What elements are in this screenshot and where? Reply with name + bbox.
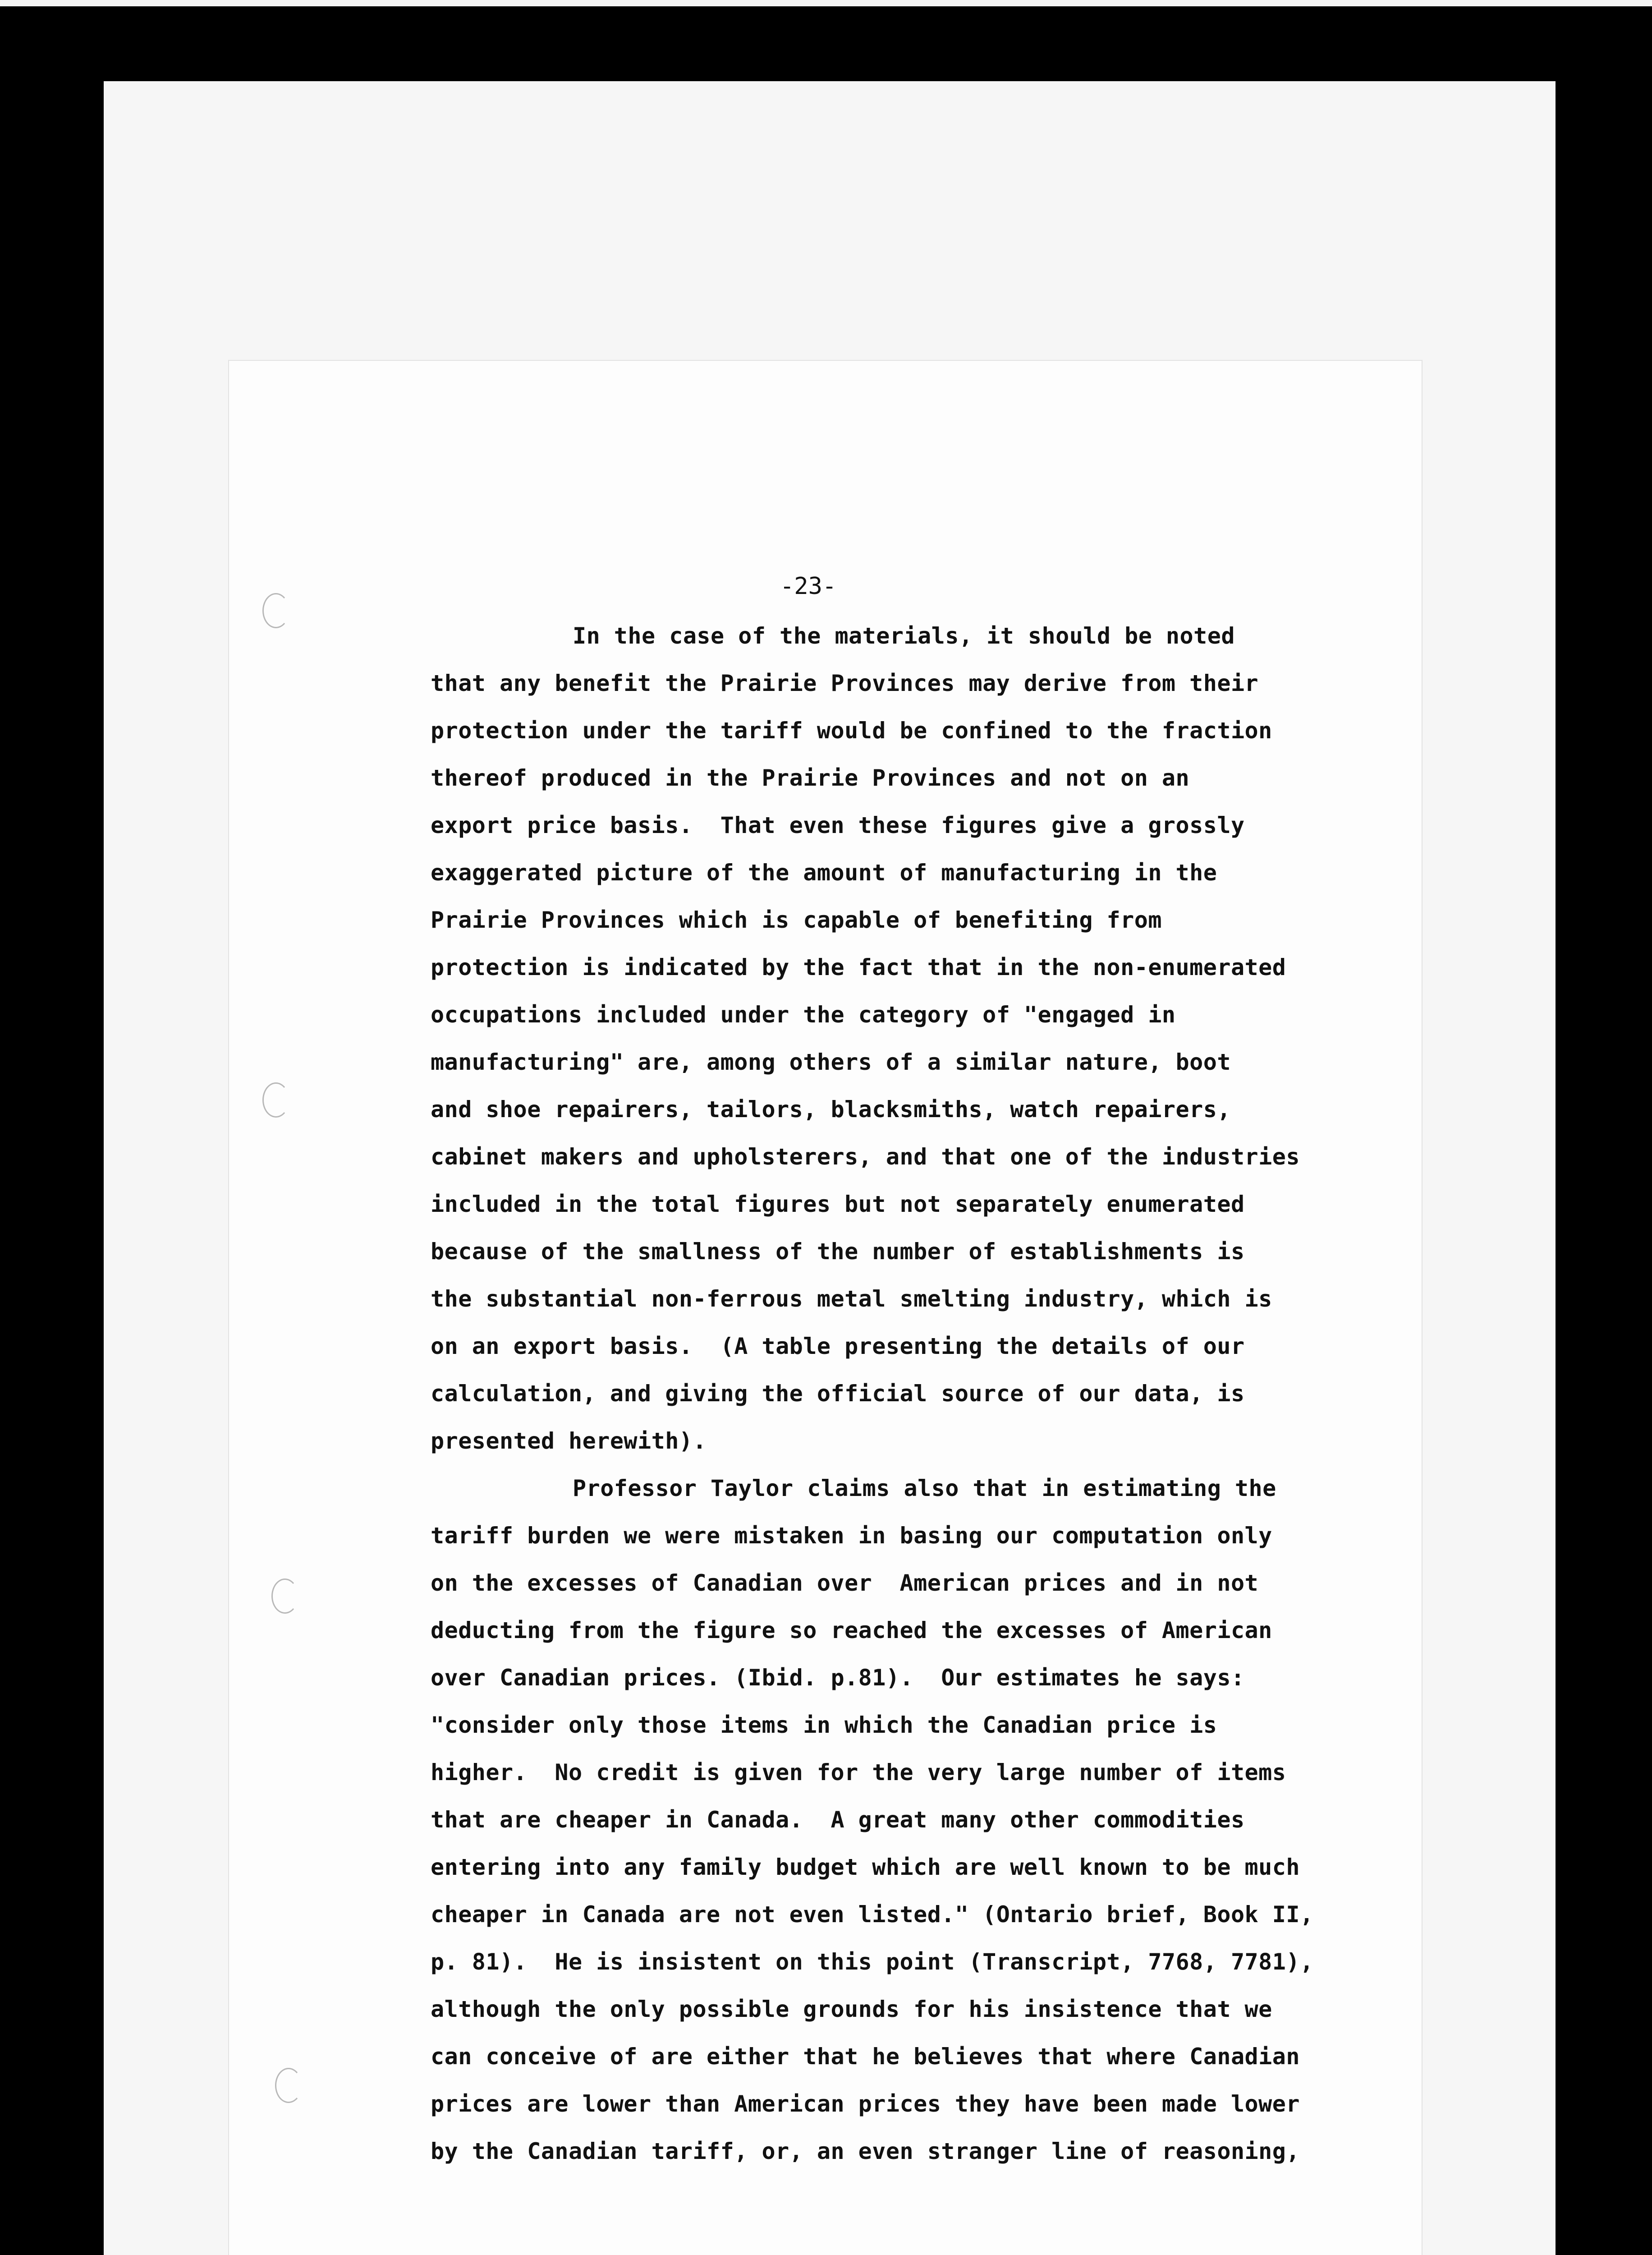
text-line: manufacturing" are, among others of a similar nature, boot: [431, 1049, 1231, 1075]
text-line: by the Canadian tariff, or, an even stranger line of reasoning,: [431, 2138, 1300, 2164]
text-line: cabinet makers and upholsterers, and that one of the industries: [431, 1144, 1300, 1170]
text-line: included in the total figures but not separately enumerated: [431, 1191, 1245, 1217]
text-line: although the only possible grounds for his insistence that we: [431, 1996, 1272, 2022]
text-line: exaggerated picture of the amount of manufacturing in the: [431, 860, 1217, 886]
text-line: and shoe repairers, tailors, blacksmiths, watch repairers,: [431, 1096, 1231, 1123]
text-line: over Canadian prices. (Ibid. p.81). Our estimates he says:: [431, 1665, 1245, 1691]
text-line: that any benefit the Prairie Provinces may derive from their: [431, 670, 1259, 696]
punch-hole: [262, 1082, 289, 1118]
text-line: occupations included under the category of "engaged in: [431, 1002, 1176, 1028]
page-number: -23-: [780, 573, 837, 600]
film-top-edge: [0, 0, 1652, 6]
text-line: on an export basis. (A table presenting the details of our: [431, 1333, 1245, 1359]
text-line: export price basis. That even these figures give a grossly: [431, 812, 1245, 838]
text-line: protection under the tariff would be confined to the fraction: [431, 718, 1272, 744]
text-line: because of the smallness of the number of establishments is: [431, 1238, 1245, 1265]
text-line: cheaper in Canada are not even listed." (Ontario brief, Book II,: [431, 1901, 1314, 1928]
text-line: entering into any family budget which are well known to be much: [431, 1854, 1300, 1880]
text-line: p. 81). He is insistent on this point (Transcript, 7768, 7781),: [431, 1949, 1314, 1975]
text-line: presented herewith).: [431, 1428, 707, 1454]
text-line: "consider only those items in which the Canadian price is: [431, 1712, 1217, 1738]
text-line: higher. No credit is given for the very large number of items: [431, 1759, 1286, 1786]
text-line: the substantial non-ferrous metal smelting industry, which is: [431, 1286, 1272, 1312]
text-line: protection is indicated by the fact that in the non-enumerated: [431, 954, 1286, 980]
text-line: calculation, and giving the official source of our data, is: [431, 1381, 1245, 1407]
punch-hole: [271, 1578, 298, 1614]
text-line: on the excesses of Canadian over American prices and in not: [431, 1570, 1259, 1596]
text-line: In the case of the materials, it should be noted: [573, 623, 1235, 649]
text-line: can conceive of are either that he believes that where Canadian: [431, 2043, 1300, 2070]
punch-hole: [275, 2068, 302, 2103]
text-line: prices are lower than American prices they have been made lower: [431, 2091, 1300, 2117]
punch-hole: [262, 593, 289, 628]
text-line: that are cheaper in Canada. A great many other commodities: [431, 1807, 1245, 1833]
text-line: tariff burden we were mistaken in basing our computation only: [431, 1523, 1272, 1549]
text-line: thereof produced in the Prairie Provinces and not on an: [431, 765, 1190, 791]
text-line: deducting from the figure so reached the excesses of American: [431, 1617, 1272, 1643]
text-line: Prairie Provinces which is capable of benefiting from: [431, 907, 1162, 933]
text-line: Professor Taylor claims also that in estimating the: [573, 1475, 1276, 1501]
